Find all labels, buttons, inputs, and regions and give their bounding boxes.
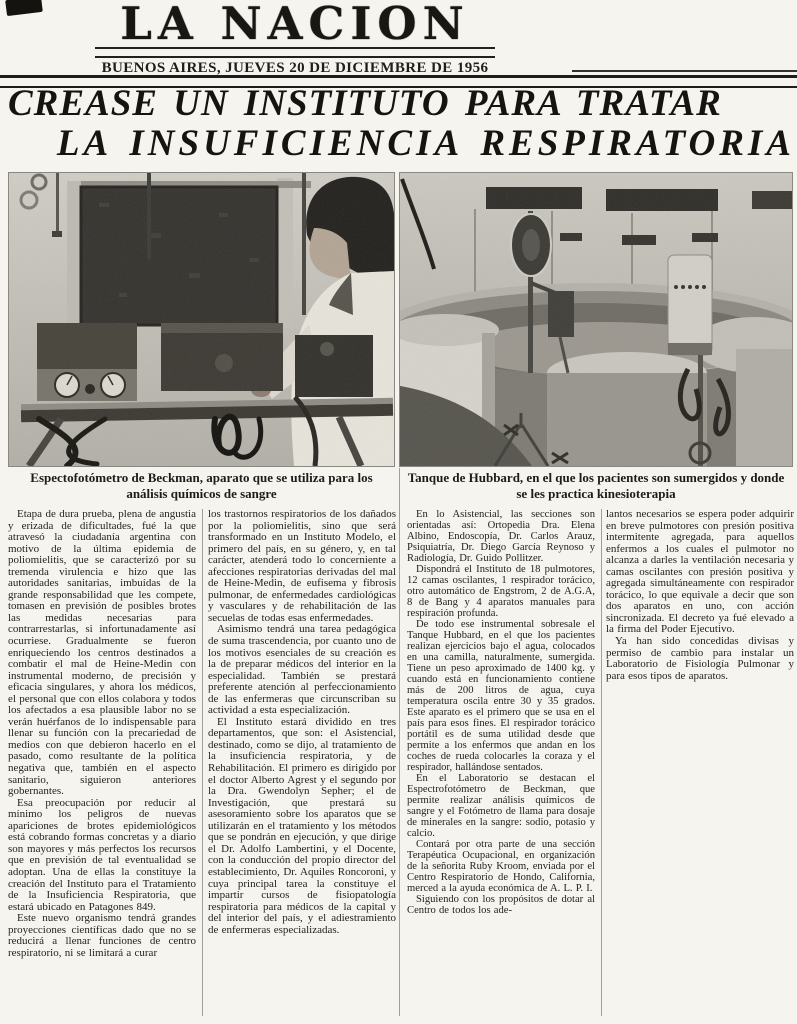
rule-fragment — [572, 70, 797, 72]
dateline: BUENOS AIRES, JUEVES 20 DE DICIEMBRE DE 1956 — [101, 60, 489, 76]
column-divider — [601, 509, 602, 1016]
paragraph: lantos necesarios se espera poder adquirir en breve pulmotores con presión positiva intermitente agregada, para aquellos enfermos a los cuales el pulmotor no alcanza a darles la ventilación necesaria y camas oscilantes con presión positiva y agregada simultáneamente con respirador torácico, lo que equivale a decir que son dos aparatos en uno, con acción sincronizada. El decreto ya fué elevado a la firma del Poder Ejecutivo. — [606, 509, 794, 636]
paragraph: Ya han sido concedidas divisas y permiso de cambio para instalar un Laboratorio de Fisiología Pulmonar y para esos tipos de aparatos. — [606, 635, 794, 682]
caption-right: Tanque de Hubbard, en el que los pacientes son sumergidos y donde se les practica kinesioterapia — [407, 470, 785, 501]
paragraph: Etapa de dura prueba, plena de angustia y erizada de dificultades, fué la que atravesó la ciudadanía argentina con motivo de la última epidemia de poliomielitis, que se caracterizó por su tremenda virulencia e hizo que las autoridades sanitarias, imbuídas de la grande responsabilidad que les compete, tomasen en previsión de posibles brotes las medidas necesarias para contrarrestarlas, si infortunadamente así ocurriese. Gradualmente se fueron enriqueciendo los centros destinados a combatir el mal de Heine-Medin con instrumental moderno, de precisión y eficacia singulares, y ahora los médicos, el personal que con ellos colabora y todos los afectados a esa plausible labor no se verán huérfanos de lo indispensable para llenar su función con la precariedad de medios con que debieron hacerlo en el pasado, como resultante de la política negativa que, también en el aspecto sanitario, siguieron anteriores gobernantes. — [8, 509, 196, 798]
headline-line-1: CREASE UN INSTITUTO PARA TRATAR — [8, 83, 722, 124]
headline — [0, 84, 797, 164]
paragraph: Contará por otra parte de una sección Terapéutica Ocupacional, en organización de la señorita Ruby Kroom, enviada por el Centro Respiratorio de Hondo, California, merced a la ayuda económica de A. L. P. I. — [407, 839, 595, 894]
scan-ink-mark — [5, 0, 43, 16]
paragraph: los trastornos respiratorios de los dañados por la poliomielitis, sino que será transformado en un Instituto Modelo, el primero del país, en su género, y, en tal carácter, atenderá todo lo concerniente a afecciones respiratorias derivadas del mal de Heine-Medin, de eufisema y fibrosis pulmonar, de enfermedades cardiológicas y vasculares y de rehabilitación de las secuelas de todas esas enfermedades. — [208, 509, 396, 624]
column-divider — [399, 468, 400, 1016]
masthead-title: LA NACION — [120, 0, 470, 50]
paragraph: De todo ese instrumental sobresale el Tanque Hubbard, en el que los pacientes realizan ejercicios bajo el agua, colocados en una camilla, naturalmente, sumergida. Tiene un peso aproximado de 1400 kg. y cuando está en funcionamiento contiene más de 200 litros de agua, cuya temperatura oscila entre 30 y 35 grados. Este aparato es el primero que se usa en el país para esos fines. El respirador torácico portátil es de suma utilidad desde que permite a los enfermos que andan en los coches de rueda colocarles la coraza y el respirador, hallándose sentados. — [407, 619, 595, 773]
column-divider — [202, 509, 203, 1016]
paragraph: En el Laboratorio se destacan el Espectrofotómetro de Beckman, que permite realizar análisis químicos de sangre y el Fotómetro de llama para dosaje de minerales en la sangre: sodio, potasio y calcio. — [407, 773, 595, 839]
paragraph: Siguiendo con los propósitos de dotar al Centro de todos los ade- — [407, 894, 595, 916]
article-column-2 — [208, 509, 396, 1018]
photo-spectrophotometer — [8, 172, 395, 467]
paragraph: Este nuevo organismo tendrá grandes proyecciones científicas dado que no se reducirá a llenar funciones de centro respiratorio, ni se limitará a curar — [8, 912, 196, 959]
article-column-3 — [407, 509, 595, 1018]
article-column-4 — [606, 509, 794, 1018]
headline-line-2: LA INSUFICIENCIA RESPIRATORIA — [56, 123, 795, 164]
hubbard-tank-photo-art — [400, 173, 792, 466]
paragraph: Asimismo tendrá una tarea pedagógica de suma trascendencia, por cuanto uno de los motivos esenciales de su creación es la de preparar médicos del interior en la especialidad. También se prestará preferente atención al perfeccionamiento de las enfermeras que circunscriban su actividad a esta especialización. — [208, 623, 396, 717]
paragraph: En lo Asistencial, las secciones son orientadas así: Ortopedia Dra. Elena Albino, Endoscopía, Dr. Carlos Arauz, Psiquiatría, Dr. Diego García Reynoso y Radiología, Dr. Guido Pollitzer. — [407, 509, 595, 564]
spectrophotometer-photo-art — [9, 173, 394, 466]
photo-hubbard-tank — [399, 172, 793, 467]
paragraph: El Instituto estará dividido en tres departamentos, que son: el Asistencial, destinado, como se dijo, al tratamiento de la insuficiencia respiratoria, y de Rehabilitación. El primero es dirigido por el doctor Alberto Agrest y el segundo por la Dra. Gwendolyn Sepher; el de Investigación, que prestará su asesoramiento sobre los aparatos que se utilizarán en el tratamiento y los métodos que se pondrán en ejecución, y que dirige el Dr. Adolfo Lambertini, y el Docente, con la conducción del propio director del establecimiento, Dr. Aquiles Roncoroni, y cuya principal tarea la constituye el impartir cursos de fisiopatología respiratoria para médicos de la capital y del interior del país, y el adiestramiento de enfermeras especializadas. — [208, 715, 396, 936]
paragraph: Esa preocupación por reducir al mínimo los peligros de nuevas apariciones de brotes epidemiológicos está cobrando formas concretas y a diario son mayores y más perfectos los recursos que en previsión de tal eventualidad se adoptan. Una de ellas la constituye la creación del Instituto para el Tratamiento de la Insuficiencia Respiratoria, que estará ubicado en Patagones 849. — [8, 796, 196, 913]
caption-left: Espectofotómetro de Beckman, aparato que se utiliza para los análisis químicos de sangre — [30, 470, 373, 501]
masthead — [95, 2, 495, 77]
article-column-1 — [8, 509, 196, 1018]
paragraph: Dispondrá el Instituto de 18 pulmotores, 12 camas oscilantes, 1 respirador torácico, otro automático de Engstrom, 2 de A.G.A, 8 de Bang y 4 aparatos manuales para respiración profunda. — [407, 564, 595, 619]
